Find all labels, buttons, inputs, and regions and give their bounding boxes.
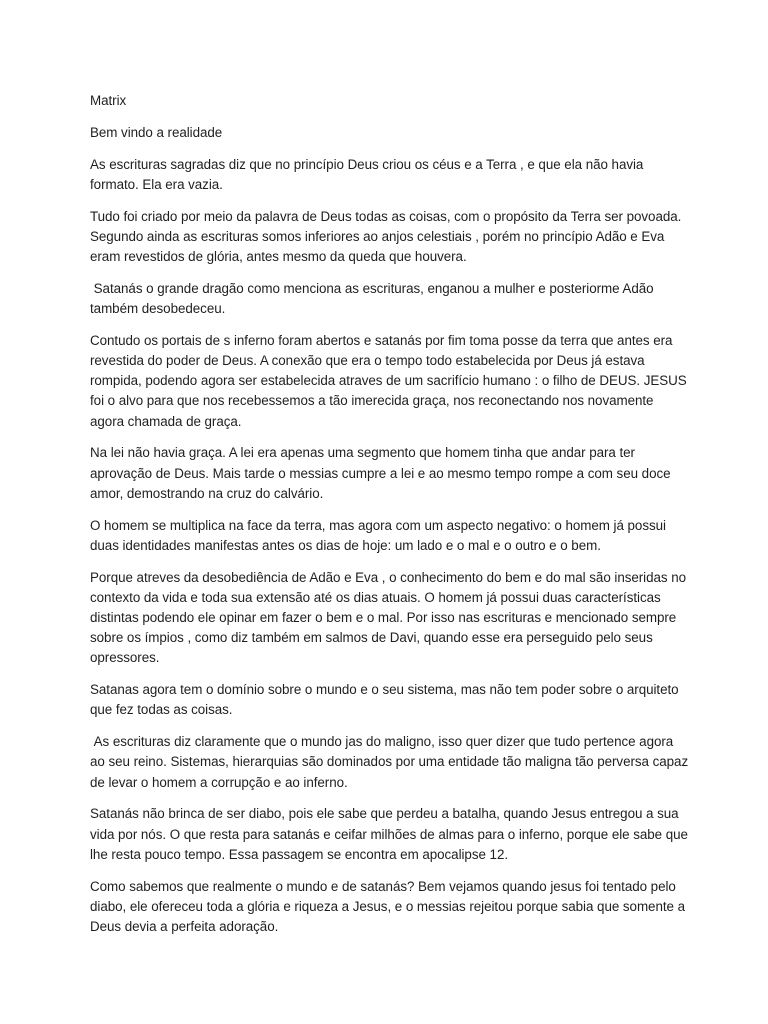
document-subtitle: Bem vindo a realidade	[90, 124, 223, 140]
paragraph: Tudo foi criado por meio da palavra de Deus todas as coisas, com o propósito da Terra ser povoada. Segundo ainda as escrituras somos inferiores ao anjos celestiais , porém no princípio Adão e Eva eram revestidos de glória, antes mesmo da queda que houvera.	[90, 208, 685, 264]
paragraph: Satanas agora tem o domínio sobre o mundo e o seu sistema, mas não tem poder sobre o arquiteto que fez todas as coisas.	[90, 682, 683, 718]
paragraph: Contudo os portais de s inferno foram abertos e satanás por fim toma posse da terra que antes era revestida do poder de Deus. A conexão que era o tempo todo estabelecida por Deus já estava rompida, podendo agora ser estabelecida atraves de um sacrifício humano : o filho de DEUS. JESUS foi o alvo para que nos recebessemos a tão imerecida graça, nos reconectando nos novamente agora chamada de graça.	[90, 332, 691, 429]
document-title: Matrix	[90, 93, 127, 108]
document-body	[90, 91, 690, 949]
paragraph: Satanás não brinca de ser diabo, pois ele sabe que perdeu a batalha, quando Jesus entregou a sua vida por nós. O que resta para satanás e ceifar milhões de almas para o inferno, porque ele sabe que lhe resta pouco tempo. Essa passagem se encontra em apocalipse 12.	[90, 806, 692, 862]
paragraph: Satanás o grande dragão como menciona as escrituras, enganou a mulher e posteriorme Adão também desobedeceu.	[90, 280, 658, 316]
paragraph: As escrituras diz claramente que o mundo jas do maligno, isso quer dizer que tudo pertence agora ao seu reino. Sistemas, hierarquias são dominados por uma entidade tão maligna tão perversa capaz de levar o homem a corrupção e ao inferno.	[90, 734, 692, 790]
paragraph: Como sabemos que realmente o mundo e de satanás? Bem vejamos quando jesus foi tentado pelo diabo, ele ofereceu toda a glória e riqueza a Jesus, e o messias rejeitou porque sabia que somente a Deus devia a perfeita adoração.	[90, 878, 689, 935]
paragraph: Na lei não havia graça. A lei era apenas uma segmento que homem tinha que andar para ter aprovação de Deus. Mais tarde o messias cumpre a lei e ao mesmo tempo rompe a com seu doce amor, demostrando na cruz do calvário.	[90, 445, 675, 501]
paragraph: As escrituras sagradas diz que no princípio Deus criou os céus e a Terra , e que ela não havia formato. Ela era vazia.	[90, 156, 647, 192]
paragraph: Porque atreves da desobediência de Adão e Eva , o conhecimento do bem e do mal são inseridas no contexto da vida e toda sua extensão até os dias atuais. O homem já possui duas características distintas podendo ele opinar em fazer o bem e o mal. Por isso nas escrituras e mencionado sempre sobre os ímpios , como diz também em salmos de Davi, quando esse era perseguido pelo seus opressores.	[90, 569, 690, 666]
paragraph: O homem se multiplica na face da terra, mas agora com um aspecto negativo: o homem já possui duas identidades manifestas antes os dias de hoje: um lado e o mal e o outro e o bem.	[90, 517, 670, 553]
